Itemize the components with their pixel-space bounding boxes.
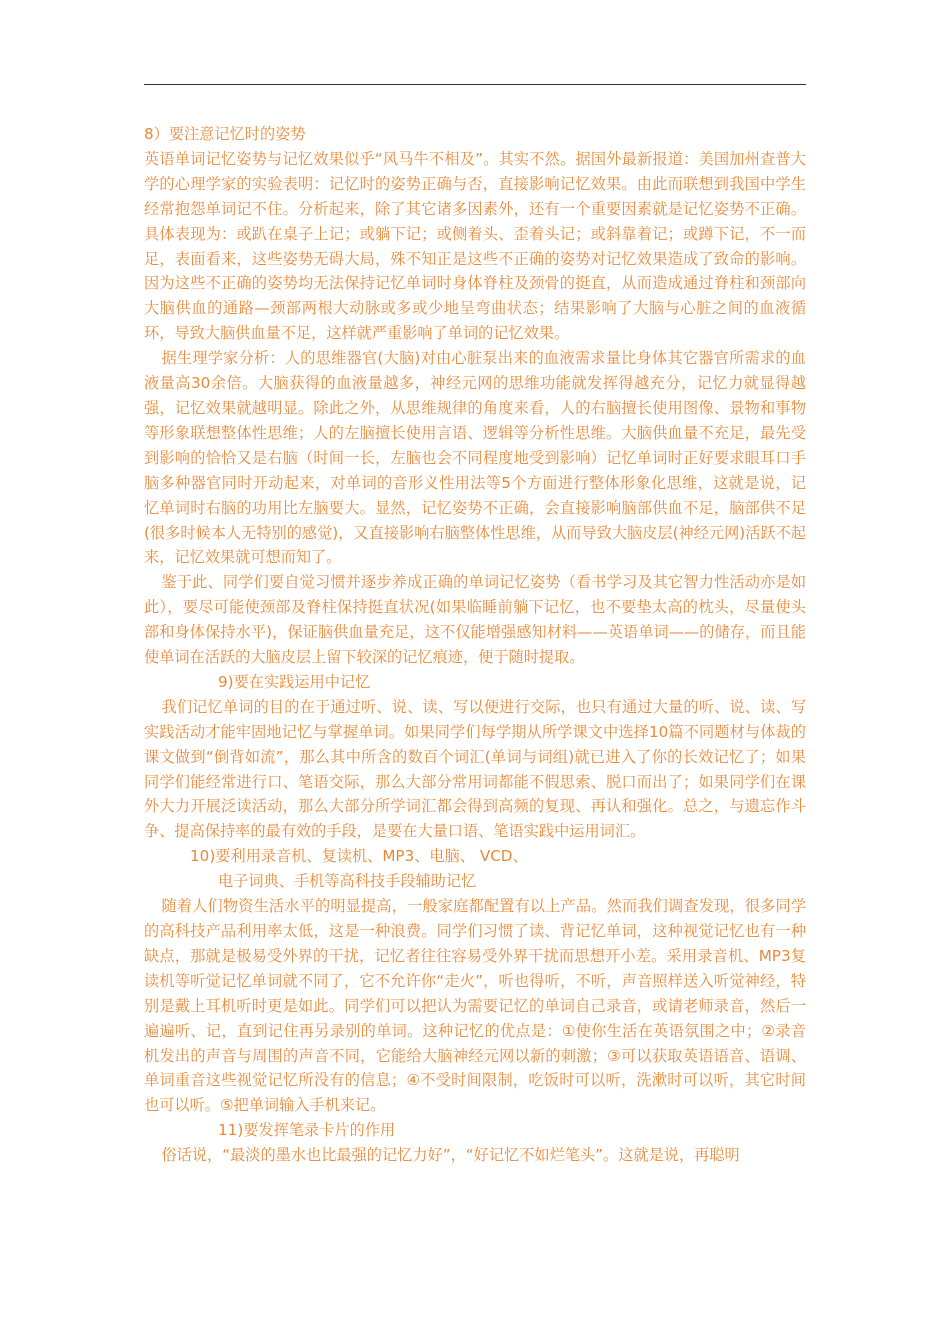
section-11-heading: 11)要发挥笔录卡片的作用 xyxy=(218,1121,396,1140)
document-body xyxy=(144,122,806,1168)
section-10-heading-line-1: 10)要利用录音机、复读机、MP3、电脑、 VCD、 xyxy=(190,847,528,866)
section-8-paragraph-2: 据生理学家分析：人的思维器官(大脑)对由心脏泵出来的血液需求量比身体其它器官所需求的血液量高30余倍。大脑获得的血液量越多，神经元网的思维功能就发挥得越充分，记忆力就显得越强，记忆效果就越明显。除此之外，从思维规律的角度来看，人的右脑擅长使用图像、景物和事物等形象联想整体性思维；人的左脑擅长使用言语、逻辑等分析性思维。大脑供血量不充足，最先受到影响的恰恰又是右脑（时间一长，左脑也会不同程度地受到影响）记忆单词时正好要求眼耳口手脑多种器官同时开动起来，对单词的音形义性用法等5个方面进行整体形象化思维，这就是说，记忆单词时右脑的功用比左脑要大。显然，记忆姿势不正确，会直接影响脑部供血不足，脑部供不足(很多时候本人无特别的感觉)，又直接影响右脑整体性思维，从而导致大脑皮层(神经元网)活跃不起来，记忆效果就可想而知了。 xyxy=(144,349,806,567)
section-8-heading: 8）要注意记忆时的姿势 xyxy=(144,125,306,143)
section-9-paragraph-1: 我们记忆单词的目的在于通过听、说、读、写以便进行交际，也只有通过大量的听、说、读、写实践活动才能牢固地记忆与掌握单词。如果同学们每学期从所学课文中选择10篇不同题材与体裁的课文做到“倒背如流”，那么其中所含的数百个词汇(单词与词组)就已进入了你的长效记忆了；如果同学们能经常进行口、笔语交际，那么大部分常用词都能不假思索、脱口而出了；如果同学们在课外大力开展泛读活动，那么大部分所学词汇都会得到高频的复现、再认和强化。总之，与遗忘作斗争、提高保持率的最有效的手段，是要在大量口语、笔语实践中运用词汇。 xyxy=(144,697,806,841)
section-9-heading: 9)要在实践运用中记忆 xyxy=(218,672,371,691)
section-10-paragraph-1: 随着人们物资生活水平的明显提高，一般家庭都配置有以上产品。然而我们调查发现，很多同学的高科技产品利用率太低，这是一种浪费。同学们习惯了读、背记忆单词，这种视觉记忆也有一种缺点，那就是极易受外界的干扰，记忆者往往容易受外界干扰而思想开小差。采用录音机、MP3复读机等听觉记忆单词就不同了，它不允许你“走火”，听也得听，不听，声音照样送入听觉神经，特别是戴上耳机听时更是如此。同学们可以把认为需要记忆的单词自己录音，或请老师录音，然后一遍遍听、记，直到记住再另录别的单词。这种记忆的优点是：①使你生活在英语氛围之中；②录音机发出的声音与周围的声音不同，它能给大脑神经元网以新的刺激；③可以获取英语语音、语调、单词重音这些视觉记忆所没有的信息；④不受时间限制，吃饭时可以听，洗漱时可以听，其它时间也可以听。⑤把单词输入手机来记。 xyxy=(144,897,806,1115)
section-11-paragraph-1: 俗话说，“最淡的墨水也比最强的记忆力好”，“好记忆不如烂笔头”。这就是说，再聪明 xyxy=(161,1146,740,1165)
section-8-paragraph-3: 鉴于此、同学们要自觉习惯并逐步养成正确的单词记忆姿势（看书学习及其它智力性活动亦是如此），要尽可能使颈部及脊柱保持挺直状况(如果临睡前躺下记忆，也不要垫太高的枕头，尽量使头部和身体保持水平)，保证脑供血量充足，这不仅能增强感知材料——英语单词——的储存，而且能使单词在活跃的大脑皮层上留下较深的记忆痕迹，便于随时提取。 xyxy=(144,573,806,667)
header-rule xyxy=(144,84,806,85)
section-10-heading-line-2: 电子词典、手机等高科技手段辅助记忆 xyxy=(218,872,477,891)
section-8-paragraph-1: 英语单词记忆姿势与记忆效果似乎“风马牛不相及”。其实不然。据国外最新报道：美国加州查普大学的心理学家的实验表明：记忆时的姿势正确与否，直接影响记忆效果。由此而联想到我国中学生经常抱怨单词记不住。分析起来，除了其它诸多因素外，还有一个重要因素就是记忆姿势不正确。具体表现为：或趴在桌子上记；或躺下记；或侧着头、歪着头记；或斜靠着记；或蹲下记，不一而足，表面看来，这些姿势无碍大局，殊不知正是这些不正确的姿势对记忆效果造成了致命的影响。因为这些不正确的姿势均无法保持记忆单词时身体脊柱及颈骨的挺直，从而造成通过脊柱和颈部向大脑供血的通路—颈部两根大动脉或多或少地呈弯曲状态；结果影响了大脑与心脏之间的血液循环，导致大脑供血量不足，这样就严重影响了单词的记忆效果。 xyxy=(144,149,806,343)
